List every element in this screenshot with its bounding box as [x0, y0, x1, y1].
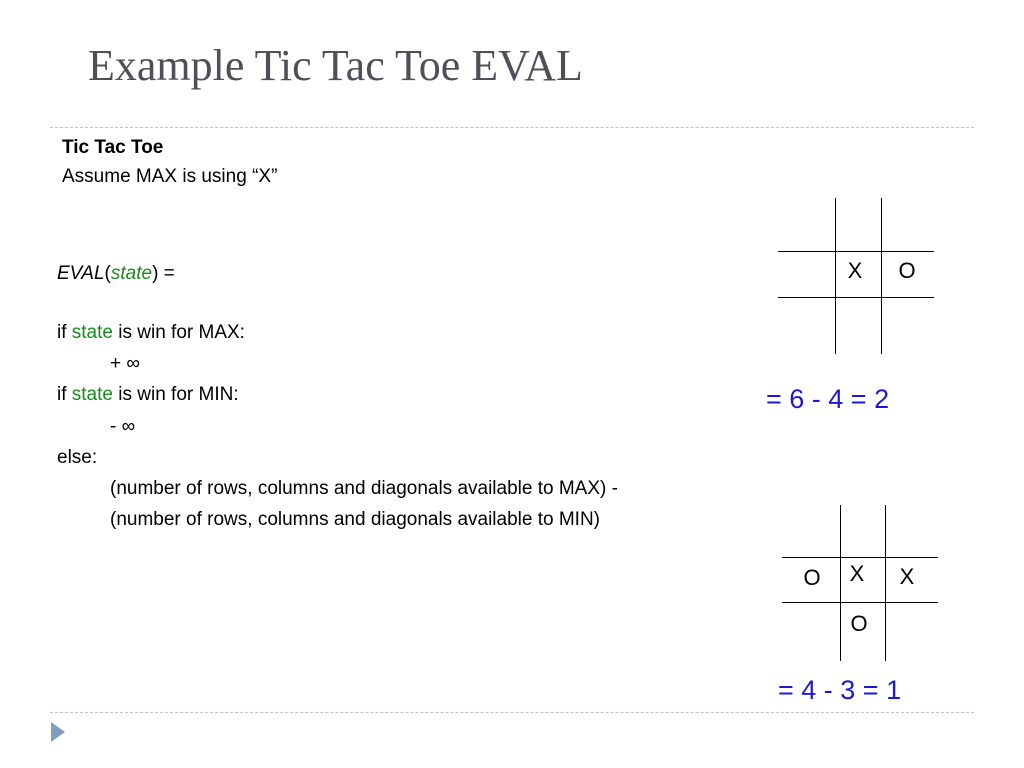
- rule-max-win: [57, 323, 245, 342]
- rule-min-if: if: [57, 384, 67, 405]
- max-available-line: (number of rows, columns and diagonals available to MAX) -: [110, 478, 618, 499]
- tic-tac-toe-board-2: [782, 505, 938, 661]
- min-available-line: (number of rows, columns and diagonals available to MIN): [110, 509, 601, 530]
- eval-arg: state: [110, 263, 153, 284]
- board2-vline-right: [885, 505, 886, 661]
- board1-cell-center: X: [847, 258, 863, 283]
- board1-vline-right: [881, 198, 882, 354]
- board2-cell-middle-left: O: [803, 565, 821, 590]
- eval-open-paren: (: [104, 263, 111, 284]
- rule-max-state: state: [71, 322, 113, 343]
- board2-cell-middle-right: X: [899, 564, 915, 589]
- board2-score: = 4 - 3 = 1: [778, 675, 902, 705]
- intro-assume: Assume MAX is using “X”: [62, 166, 278, 187]
- rule-min-win: [57, 385, 239, 404]
- board2-vline-left: [840, 505, 841, 661]
- board1-vline-left: [835, 198, 836, 354]
- board1-hline-top: [778, 251, 934, 252]
- board1-cell-middle-right: O: [898, 258, 916, 283]
- top-divider: [50, 127, 974, 128]
- board2-cell-center: X: [849, 561, 865, 586]
- board1-score: = 6 - 4 = 2: [766, 384, 890, 414]
- board2-hline-bottom: [782, 602, 938, 603]
- board2-cell-bottom-center: O: [850, 611, 868, 636]
- rule-max-rest: is win for MAX:: [118, 322, 245, 343]
- eval-definition: [57, 264, 175, 283]
- eval-close: ) =: [152, 263, 175, 284]
- play-arrow-icon[interactable]: [51, 722, 65, 742]
- eval-function-name: EVAL: [57, 263, 105, 284]
- bottom-divider: [50, 712, 974, 713]
- plus-infinity: + ∞: [110, 353, 140, 374]
- tic-tac-toe-board-1: [778, 198, 934, 354]
- rule-min-rest: is win for MIN:: [118, 384, 239, 405]
- intro-heading: Tic Tac Toe: [62, 137, 164, 158]
- rule-min-state: state: [71, 384, 113, 405]
- rule-max-if: if: [57, 322, 67, 343]
- board2-hline-top: [782, 557, 938, 558]
- slide-title: Example Tic Tac Toe EVAL: [88, 41, 583, 90]
- minus-infinity: - ∞: [110, 416, 136, 437]
- board1-hline-bottom: [778, 297, 934, 298]
- rule-else: else:: [57, 447, 98, 468]
